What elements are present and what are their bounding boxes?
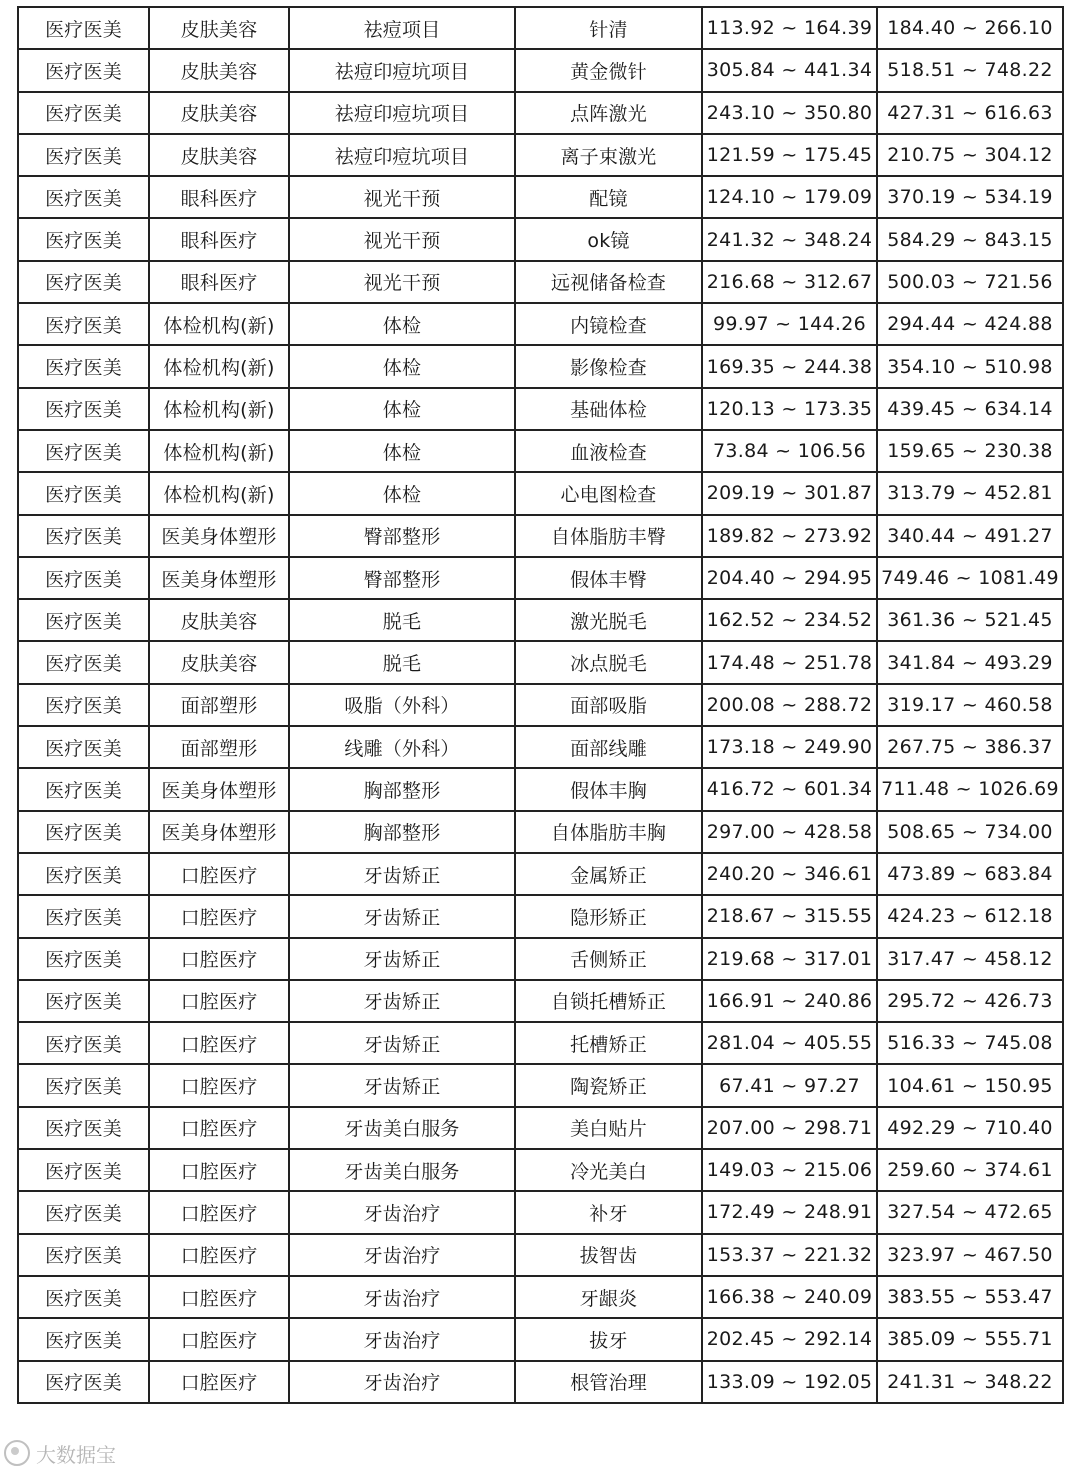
cell-range-a: 240.20 ~ 346.61 xyxy=(702,853,877,895)
cell-industry: 医疗医美 xyxy=(18,1064,149,1106)
cell-industry: 医疗医美 xyxy=(18,599,149,641)
cell-range-a: 162.52 ~ 234.52 xyxy=(702,599,877,641)
table-row xyxy=(18,7,1063,49)
cell-range-a: 204.40 ~ 294.95 xyxy=(702,557,877,599)
cell-category: 口腔医疗 xyxy=(149,895,289,937)
cell-category: 口腔医疗 xyxy=(149,1064,289,1106)
cell-category: 皮肤美容 xyxy=(149,92,289,134)
cell-subcategory: 牙齿治疗 xyxy=(289,1276,515,1318)
cell-range-b: 259.60 ~ 374.61 xyxy=(877,1149,1063,1191)
cell-range-b: 184.40 ~ 266.10 xyxy=(877,7,1063,49)
cell-range-b: 492.29 ~ 710.40 xyxy=(877,1107,1063,1149)
cell-range-b: 295.72 ~ 426.73 xyxy=(877,980,1063,1022)
table-row xyxy=(18,345,1063,387)
cell-industry: 医疗医美 xyxy=(18,853,149,895)
cell-item: 陶瓷矫正 xyxy=(515,1064,702,1106)
cell-range-b: 518.51 ~ 748.22 xyxy=(877,49,1063,91)
cell-range-a: 297.00 ~ 428.58 xyxy=(702,811,877,853)
cell-industry: 医疗医美 xyxy=(18,684,149,726)
cell-subcategory: 胸部整形 xyxy=(289,811,515,853)
cell-category: 体检机构(新) xyxy=(149,388,289,430)
cell-range-b: 327.54 ~ 472.65 xyxy=(877,1191,1063,1233)
table-row xyxy=(18,853,1063,895)
table-row xyxy=(18,1191,1063,1233)
cell-range-b: 473.89 ~ 683.84 xyxy=(877,853,1063,895)
cell-item: 离子束激光 xyxy=(515,134,702,176)
cell-item: 影像检查 xyxy=(515,345,702,387)
table-row xyxy=(18,303,1063,345)
cell-subcategory: 祛痘印痘坑项目 xyxy=(289,49,515,91)
cell-range-b: 267.75 ~ 386.37 xyxy=(877,726,1063,768)
cell-category: 口腔医疗 xyxy=(149,1022,289,1064)
cell-category: 体检机构(新) xyxy=(149,430,289,472)
table-row xyxy=(18,684,1063,726)
cell-subcategory: 脱毛 xyxy=(289,641,515,683)
cell-subcategory: 牙齿治疗 xyxy=(289,1318,515,1360)
cell-subcategory: 视光干预 xyxy=(289,176,515,218)
table-row xyxy=(18,938,1063,980)
cell-subcategory: 祛痘印痘坑项目 xyxy=(289,92,515,134)
cell-subcategory: 牙齿矫正 xyxy=(289,895,515,937)
cell-category: 口腔医疗 xyxy=(149,1276,289,1318)
cell-range-a: 305.84 ~ 441.34 xyxy=(702,49,877,91)
cell-category: 医美身体塑形 xyxy=(149,557,289,599)
table-body xyxy=(18,7,1063,1403)
table-row xyxy=(18,726,1063,768)
cell-range-b: 313.79 ~ 452.81 xyxy=(877,472,1063,514)
cell-category: 眼科医疗 xyxy=(149,176,289,218)
cell-range-b: 354.10 ~ 510.98 xyxy=(877,345,1063,387)
cell-subcategory: 视光干预 xyxy=(289,218,515,260)
cell-industry: 医疗医美 xyxy=(18,92,149,134)
cell-item: 内镜检查 xyxy=(515,303,702,345)
cell-category: 口腔医疗 xyxy=(149,938,289,980)
cell-item: 点阵激光 xyxy=(515,92,702,134)
cell-item: 拔智齿 xyxy=(515,1234,702,1276)
table-row xyxy=(18,92,1063,134)
cell-item: 假体丰胸 xyxy=(515,768,702,810)
cell-subcategory: 胸部整形 xyxy=(289,768,515,810)
table-row xyxy=(18,811,1063,853)
cell-range-b: 159.65 ~ 230.38 xyxy=(877,430,1063,472)
cell-item: 自锁托槽矫正 xyxy=(515,980,702,1022)
table-row xyxy=(18,1064,1063,1106)
table-row xyxy=(18,1149,1063,1191)
cell-subcategory: 体检 xyxy=(289,430,515,472)
cell-industry: 医疗医美 xyxy=(18,218,149,260)
cell-industry: 医疗医美 xyxy=(18,768,149,810)
cell-industry: 医疗医美 xyxy=(18,1318,149,1360)
cell-category: 眼科医疗 xyxy=(149,218,289,260)
cell-industry: 医疗医美 xyxy=(18,1149,149,1191)
cell-subcategory: 牙齿矫正 xyxy=(289,853,515,895)
cell-industry: 医疗医美 xyxy=(18,134,149,176)
cell-subcategory: 祛痘印痘坑项目 xyxy=(289,134,515,176)
table-row xyxy=(18,472,1063,514)
cell-range-b: 323.97 ~ 467.50 xyxy=(877,1234,1063,1276)
cell-range-a: 172.49 ~ 248.91 xyxy=(702,1191,877,1233)
cell-range-b: 749.46 ~ 1081.49 xyxy=(877,557,1063,599)
price-table xyxy=(17,6,1064,1404)
cell-industry: 医疗医美 xyxy=(18,472,149,514)
cell-range-a: 209.19 ~ 301.87 xyxy=(702,472,877,514)
cell-range-a: 202.45 ~ 292.14 xyxy=(702,1318,877,1360)
cell-range-a: 113.92 ~ 164.39 xyxy=(702,7,877,49)
cell-range-a: 120.13 ~ 173.35 xyxy=(702,388,877,430)
cell-category: 医美身体塑形 xyxy=(149,811,289,853)
cell-item: 舌侧矫正 xyxy=(515,938,702,980)
cell-industry: 医疗医美 xyxy=(18,7,149,49)
cell-industry: 医疗医美 xyxy=(18,49,149,91)
cell-subcategory: 体检 xyxy=(289,303,515,345)
watermark-text: 大数据宝 xyxy=(36,1442,116,1467)
cell-category: 口腔医疗 xyxy=(149,1107,289,1149)
table-row xyxy=(18,1107,1063,1149)
cell-industry: 医疗医美 xyxy=(18,430,149,472)
cell-industry: 医疗医美 xyxy=(18,1107,149,1149)
cell-range-a: 416.72 ~ 601.34 xyxy=(702,768,877,810)
cell-range-a: 173.18 ~ 249.90 xyxy=(702,726,877,768)
cell-range-a: 67.41 ~ 97.27 xyxy=(702,1064,877,1106)
cell-category: 面部塑形 xyxy=(149,726,289,768)
cell-item: 面部线雕 xyxy=(515,726,702,768)
table-row xyxy=(18,895,1063,937)
cell-subcategory: 臀部整形 xyxy=(289,515,515,557)
cell-industry: 医疗医美 xyxy=(18,1234,149,1276)
cell-range-a: 174.48 ~ 251.78 xyxy=(702,641,877,683)
table-row xyxy=(18,557,1063,599)
cell-industry: 医疗医美 xyxy=(18,261,149,303)
cell-range-b: 340.44 ~ 491.27 xyxy=(877,515,1063,557)
cell-subcategory: 牙齿矫正 xyxy=(289,938,515,980)
cell-industry: 医疗医美 xyxy=(18,557,149,599)
cell-subcategory: 脱毛 xyxy=(289,599,515,641)
cell-category: 皮肤美容 xyxy=(149,49,289,91)
cell-range-b: 711.48 ~ 1026.69 xyxy=(877,768,1063,810)
cell-range-a: 121.59 ~ 175.45 xyxy=(702,134,877,176)
cell-item: 根管治理 xyxy=(515,1361,702,1403)
cell-item: 自体脂肪丰胸 xyxy=(515,811,702,853)
cell-item: 针清 xyxy=(515,7,702,49)
cell-item: 面部吸脂 xyxy=(515,684,702,726)
cell-item: 远视储备检查 xyxy=(515,261,702,303)
cell-item: 拔牙 xyxy=(515,1318,702,1360)
cell-industry: 医疗医美 xyxy=(18,515,149,557)
cell-item: 心电图检查 xyxy=(515,472,702,514)
cell-industry: 医疗医美 xyxy=(18,1022,149,1064)
cell-subcategory: 牙齿矫正 xyxy=(289,980,515,1022)
cell-category: 口腔医疗 xyxy=(149,1191,289,1233)
cell-category: 皮肤美容 xyxy=(149,599,289,641)
cell-category: 医美身体塑形 xyxy=(149,515,289,557)
cell-item: 假体丰臀 xyxy=(515,557,702,599)
table-row xyxy=(18,176,1063,218)
cell-range-b: 500.03 ~ 721.56 xyxy=(877,261,1063,303)
cell-subcategory: 牙齿矫正 xyxy=(289,1022,515,1064)
cell-category: 眼科医疗 xyxy=(149,261,289,303)
cell-subcategory: 视光干预 xyxy=(289,261,515,303)
cell-subcategory: 体检 xyxy=(289,388,515,430)
cell-range-b: 385.09 ~ 555.71 xyxy=(877,1318,1063,1360)
cell-range-b: 317.47 ~ 458.12 xyxy=(877,938,1063,980)
cell-subcategory: 牙齿治疗 xyxy=(289,1361,515,1403)
cell-category: 口腔医疗 xyxy=(149,980,289,1022)
cell-item: 血液检查 xyxy=(515,430,702,472)
cell-subcategory: 臀部整形 xyxy=(289,557,515,599)
cell-range-b: 210.75 ~ 304.12 xyxy=(877,134,1063,176)
cell-range-b: 508.65 ~ 734.00 xyxy=(877,811,1063,853)
table-row xyxy=(18,1318,1063,1360)
cell-range-a: 153.37 ~ 221.32 xyxy=(702,1234,877,1276)
table-row xyxy=(18,261,1063,303)
cell-industry: 医疗医美 xyxy=(18,811,149,853)
cell-category: 口腔医疗 xyxy=(149,1234,289,1276)
table-row xyxy=(18,1276,1063,1318)
cell-range-a: 99.97 ~ 144.26 xyxy=(702,303,877,345)
cell-range-a: 243.10 ~ 350.80 xyxy=(702,92,877,134)
cell-item: 激光脱毛 xyxy=(515,599,702,641)
cell-range-a: 241.32 ~ 348.24 xyxy=(702,218,877,260)
table-row xyxy=(18,388,1063,430)
cell-range-b: 294.44 ~ 424.88 xyxy=(877,303,1063,345)
table-row xyxy=(18,641,1063,683)
table-row xyxy=(18,980,1063,1022)
table-row xyxy=(18,218,1063,260)
price-table-container xyxy=(17,6,1062,1404)
cell-range-b: 241.31 ~ 348.22 xyxy=(877,1361,1063,1403)
cell-item: 配镜 xyxy=(515,176,702,218)
cell-category: 医美身体塑形 xyxy=(149,768,289,810)
cell-range-a: 200.08 ~ 288.72 xyxy=(702,684,877,726)
cell-range-a: 124.10 ~ 179.09 xyxy=(702,176,877,218)
cell-item: 美白贴片 xyxy=(515,1107,702,1149)
table-row xyxy=(18,134,1063,176)
cell-subcategory: 吸脂（外科） xyxy=(289,684,515,726)
cell-category: 面部塑形 xyxy=(149,684,289,726)
table-row xyxy=(18,430,1063,472)
cell-subcategory: 牙齿美白服务 xyxy=(289,1149,515,1191)
cell-range-a: 216.68 ~ 312.67 xyxy=(702,261,877,303)
cell-range-a: 166.91 ~ 240.86 xyxy=(702,980,877,1022)
cell-industry: 医疗医美 xyxy=(18,345,149,387)
cell-industry: 医疗医美 xyxy=(18,895,149,937)
cell-range-b: 104.61 ~ 150.95 xyxy=(877,1064,1063,1106)
cell-industry: 医疗医美 xyxy=(18,980,149,1022)
table-row xyxy=(18,515,1063,557)
cell-range-b: 584.29 ~ 843.15 xyxy=(877,218,1063,260)
cell-item: 自体脂肪丰臀 xyxy=(515,515,702,557)
cell-range-a: 219.68 ~ 317.01 xyxy=(702,938,877,980)
cell-category: 体检机构(新) xyxy=(149,303,289,345)
cell-category: 皮肤美容 xyxy=(149,134,289,176)
cell-range-a: 149.03 ~ 215.06 xyxy=(702,1149,877,1191)
table-row xyxy=(18,599,1063,641)
cell-category: 口腔医疗 xyxy=(149,1361,289,1403)
cell-subcategory: 牙齿美白服务 xyxy=(289,1107,515,1149)
cell-industry: 医疗医美 xyxy=(18,1276,149,1318)
cell-range-a: 218.67 ~ 315.55 xyxy=(702,895,877,937)
cell-category: 口腔医疗 xyxy=(149,1318,289,1360)
cell-subcategory: 牙齿矫正 xyxy=(289,1064,515,1106)
cell-item: 黄金微针 xyxy=(515,49,702,91)
cell-category: 体检机构(新) xyxy=(149,345,289,387)
cell-industry: 医疗医美 xyxy=(18,1191,149,1233)
cell-industry: 医疗医美 xyxy=(18,303,149,345)
cell-subcategory: 体检 xyxy=(289,345,515,387)
cell-subcategory: 牙齿治疗 xyxy=(289,1191,515,1233)
cell-range-a: 207.00 ~ 298.71 xyxy=(702,1107,877,1149)
table-row xyxy=(18,768,1063,810)
cell-item: 牙龈炎 xyxy=(515,1276,702,1318)
cell-item: 隐形矫正 xyxy=(515,895,702,937)
cell-range-b: 319.17 ~ 460.58 xyxy=(877,684,1063,726)
cell-industry: 医疗医美 xyxy=(18,641,149,683)
cell-item: 托槽矫正 xyxy=(515,1022,702,1064)
cell-category: 口腔医疗 xyxy=(149,1149,289,1191)
cell-category: 口腔医疗 xyxy=(149,853,289,895)
cell-item: 冰点脱毛 xyxy=(515,641,702,683)
cell-subcategory: 体检 xyxy=(289,472,515,514)
cell-range-a: 169.35 ~ 244.38 xyxy=(702,345,877,387)
cell-subcategory: 线雕（外科） xyxy=(289,726,515,768)
cell-range-a: 189.82 ~ 273.92 xyxy=(702,515,877,557)
cell-range-a: 73.84 ~ 106.56 xyxy=(702,430,877,472)
cell-range-b: 361.36 ~ 521.45 xyxy=(877,599,1063,641)
cell-industry: 医疗医美 xyxy=(18,176,149,218)
cell-industry: 医疗医美 xyxy=(18,726,149,768)
cell-range-a: 133.09 ~ 192.05 xyxy=(702,1361,877,1403)
weibo-logo-icon xyxy=(4,1440,30,1466)
cell-subcategory: 牙齿治疗 xyxy=(289,1234,515,1276)
cell-range-b: 383.55 ~ 553.47 xyxy=(877,1276,1063,1318)
watermark xyxy=(4,1436,116,1470)
cell-range-b: 370.19 ~ 534.19 xyxy=(877,176,1063,218)
cell-range-b: 341.84 ~ 493.29 xyxy=(877,641,1063,683)
cell-category: 体检机构(新) xyxy=(149,472,289,514)
table-row xyxy=(18,49,1063,91)
cell-range-b: 424.23 ~ 612.18 xyxy=(877,895,1063,937)
cell-category: 皮肤美容 xyxy=(149,641,289,683)
table-row xyxy=(18,1022,1063,1064)
cell-item: ok镜 xyxy=(515,218,702,260)
cell-item: 金属矫正 xyxy=(515,853,702,895)
cell-range-a: 281.04 ~ 405.55 xyxy=(702,1022,877,1064)
cell-range-b: 516.33 ~ 745.08 xyxy=(877,1022,1063,1064)
cell-subcategory: 祛痘项目 xyxy=(289,7,515,49)
cell-industry: 医疗医美 xyxy=(18,1361,149,1403)
cell-range-b: 439.45 ~ 634.14 xyxy=(877,388,1063,430)
cell-category: 皮肤美容 xyxy=(149,7,289,49)
cell-item: 基础体检 xyxy=(515,388,702,430)
cell-industry: 医疗医美 xyxy=(18,388,149,430)
cell-industry: 医疗医美 xyxy=(18,938,149,980)
cell-range-a: 166.38 ~ 240.09 xyxy=(702,1276,877,1318)
cell-range-b: 427.31 ~ 616.63 xyxy=(877,92,1063,134)
table-row xyxy=(18,1234,1063,1276)
table-row xyxy=(18,1361,1063,1403)
cell-item: 补牙 xyxy=(515,1191,702,1233)
cell-item: 冷光美白 xyxy=(515,1149,702,1191)
